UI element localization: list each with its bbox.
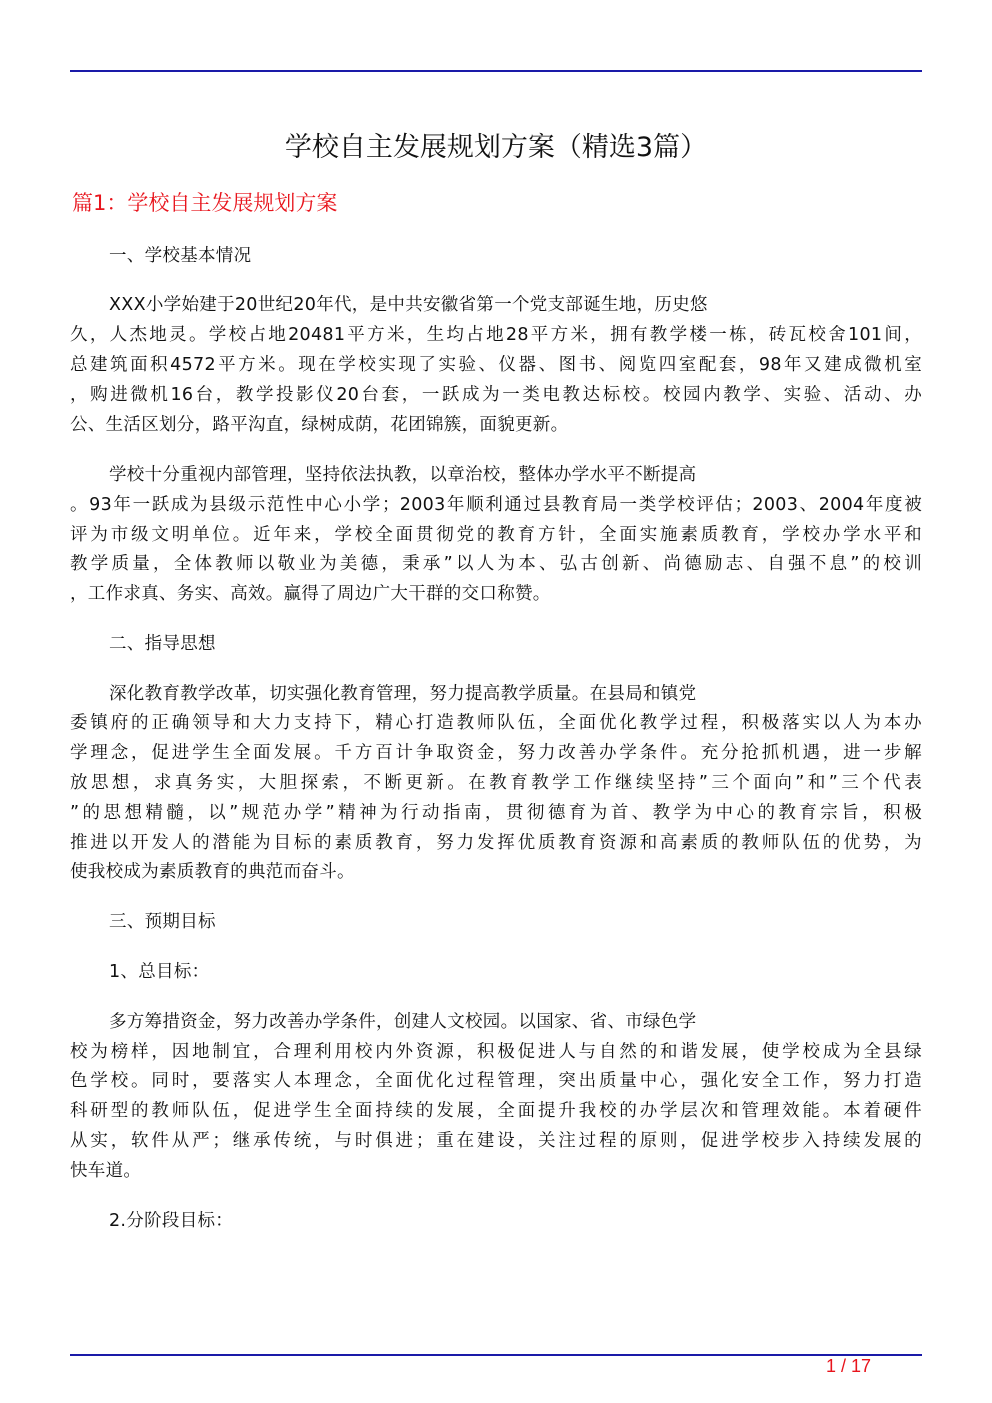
text-line: ”的思想精髓，以”规范办学”精神为行动指南，贯彻德育为首、教学为中心的教育宗旨，积极 [70, 803, 922, 823]
text-line: 评为市级文明单位。近年来，学校全面贯彻党的教育方针，全面实施素质教育，学校办学水平和 [70, 525, 922, 545]
text-line: 从实，软件从严；继承传统，与时俱进；重在建设，关注过程的原则，促进学校步入持续发展的 [70, 1131, 922, 1151]
footer-rule [70, 1354, 922, 1356]
text-line: 放思想，求真务实，大胆探索，不断更新。在教育教学工作继续坚持”三个面向”和”三个代表 [70, 773, 922, 793]
text-line: 。93年一跃成为县级示范性中心小学；2003年顺利通过县教育局一类学校评估；2003、2004年度被 [70, 495, 922, 515]
chapter-heading: 篇1：学校自主发展规划方案 [72, 191, 338, 215]
text-line: 校为榜样，因地制宜，合理利用校内外资源，积极促进人与自然的和谐发展，使学校成为全县绿 [70, 1042, 922, 1062]
text-line: 教学质量，全体教师以敬业为美德，秉承”以人为本、弘古创新、尚德励志、自强不息”的校训 [70, 554, 922, 574]
text-line: ，工作求真、务实、高效。赢得了周边广大干群的交口称赞。 [70, 584, 551, 604]
text-line: 快车道。 [70, 1161, 142, 1181]
text-line: 学校十分重视内部管理，坚持依法执教，以章治校，整体办学水平不断提高 [109, 465, 697, 485]
text-line: 公、生活区划分，路平沟直，绿树成荫，花团锦簇，面貌更新。 [70, 415, 569, 435]
text-line: 久，人杰地灵。学校占地20481平方米，生均占地28平方米，拥有教学楼一栋，砖瓦校舍101间， [70, 325, 922, 345]
text-line: 深化教育教学改革，切实强化教育管理，努力提高教学质量。在县局和镇党 [109, 684, 697, 704]
text-line: 总建筑面积4572平方米。现在学校实现了实验、仪器、图书、阅览四室配套，98年又建成微机室 [70, 355, 922, 375]
text-line: ，购进微机16台，教学投影仪20台套，一跃成为一类电教达标校。校园内教学、实验、活动、办 [70, 385, 922, 405]
document-title: 学校自主发展规划方案（精选3篇） [284, 132, 708, 163]
text-line: 科研型的教师队伍，促进学生全面持续的发展，全面提升我校的办学层次和管理效能。本着硬件 [70, 1101, 922, 1121]
text-line: 2.分阶段目标： [109, 1211, 234, 1231]
text-line: XXX小学始建于20世纪20年代，是中共安徽省第一个党支部诞生地，历史悠 [109, 295, 708, 315]
text-line: 委镇府的正确领导和大力支持下，精心打造教师队伍，全面优化教学过程，积极落实以人为本办 [70, 713, 922, 733]
text-line: 多方筹措资金，努力改善办学条件，创建人文校园。以国家、省、市绿色学 [109, 1012, 697, 1032]
header-rule [70, 70, 922, 72]
text-line: 1、总目标： [109, 962, 210, 982]
text-line: 推进以开发人的潜能为目标的素质教育，努力发挥优质教育资源和高素质的教师队伍的优势，为 [70, 833, 922, 853]
text-line: 使我校成为素质教育的典范而奋斗。 [70, 862, 355, 882]
page-number: 1 / 17 [826, 1356, 872, 1376]
text-line: 一、学校基本情况 [109, 246, 252, 266]
text-line: 学理念，促进学生全面发展。千方百计争取资金，努力改善办学条件。充分抢抓机遇，进一步解 [70, 743, 922, 763]
text-line: 二、指导思想 [109, 634, 216, 654]
text-line: 三、预期目标 [109, 912, 216, 932]
text-line: 色学校。同时，要落实人本理念，全面优化过程管理，突出质量中心，强化安全工作，努力打造 [70, 1071, 922, 1091]
